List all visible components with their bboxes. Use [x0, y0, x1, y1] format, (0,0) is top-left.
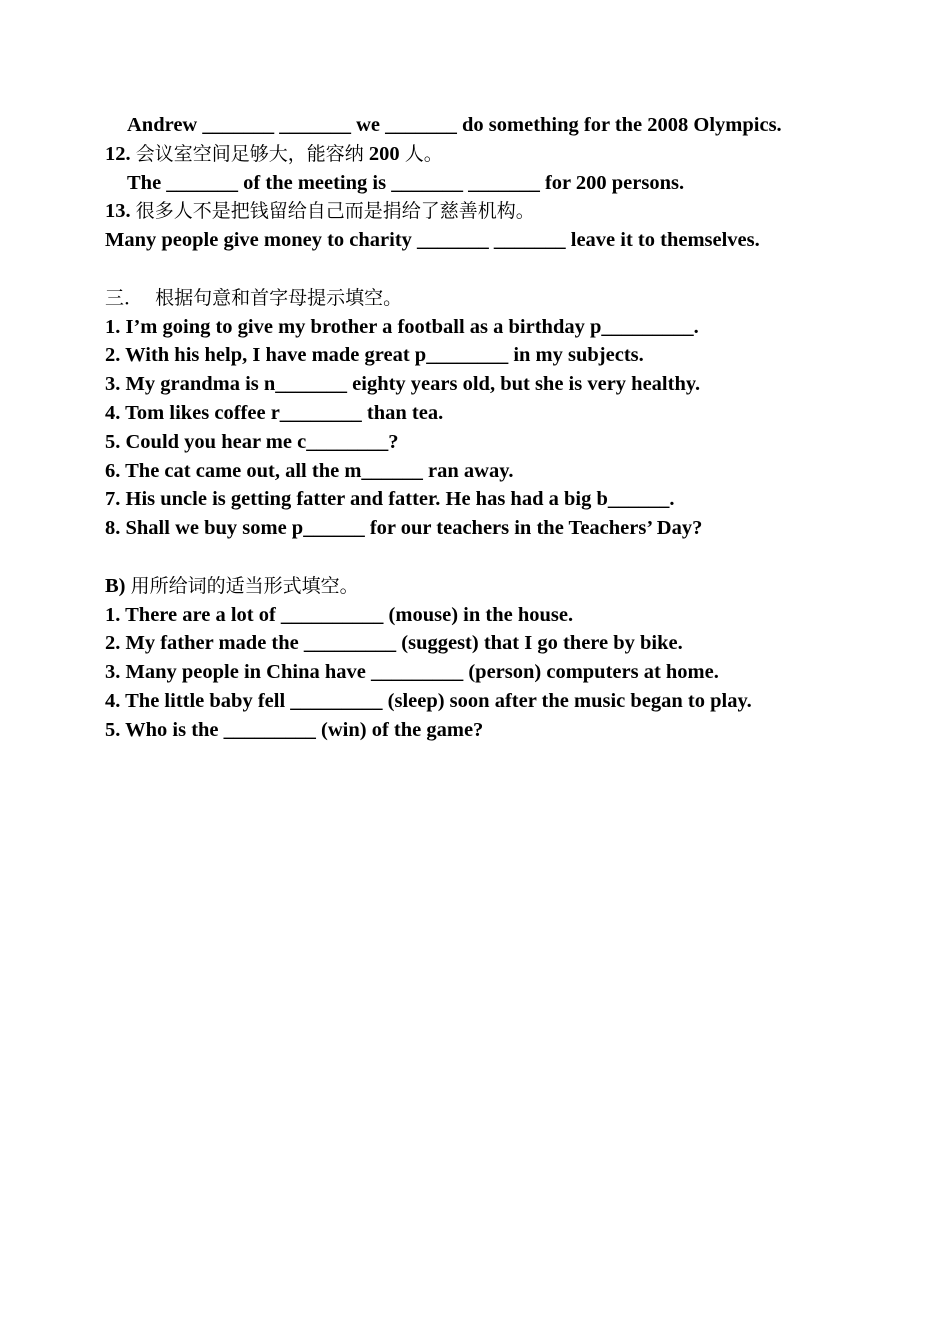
q12-chinese-text-end: 人。: [404, 142, 443, 165]
section-iii-item: 2. With his help, I have made great p________ in my subjects.: [105, 344, 644, 367]
section-b-heading-text: 用所给词的适当形式填空。: [130, 574, 359, 597]
section-b-item: 2. My father made the _________ (suggest) that I go there by bike.: [105, 632, 683, 655]
q11-english-line: Andrew _______ _______ we _______ do something for the 2008 Olympics.: [127, 114, 782, 136]
section-b-heading: [105, 572, 905, 601]
q12-chinese-text: 会议室空间足够大，能容纳: [135, 142, 364, 165]
section-b-item: 3. Many people in China have _________ (person) computers at home.: [105, 661, 719, 684]
q13-english-line: Many people give money to charity _______ _______ leave it to themselves.: [105, 229, 760, 252]
section-iii-item: 7. His uncle is getting fatter and fatter. He has had a big b______.: [105, 488, 675, 511]
q12-chinese-line: [105, 140, 905, 169]
section-iii-item: 6. The cat came out, all the m______ ran away.: [105, 459, 514, 482]
section-b-label: B): [105, 574, 131, 597]
section-iii-item: 3. My grandma is n_______ eighty years old, but she is very healthy.: [105, 373, 701, 396]
section-iii-item: 5. Could you hear me c________?: [105, 430, 399, 453]
q13-chinese-line: [105, 197, 905, 226]
section-iii-item: 8. Shall we buy some p______ for our teachers in the Teachers’ Day?: [105, 517, 703, 540]
section-iii-item: 1. I’m going to give my brother a football as a birthday p_________.: [105, 315, 699, 338]
q13-number: 13.: [105, 200, 136, 223]
q12-english-line: The _______ of the meeting is _______ _______ for 200 persons.: [127, 171, 685, 194]
section-b-item: 4. The little baby fell _________ (sleep) soon after the music began to play.: [105, 689, 752, 712]
q13-chinese-text: 很多人不是把钱留给自己而是捐给了慈善机构。: [135, 200, 535, 223]
q12-number-200: 200: [363, 142, 405, 165]
section-b-item: 5. Who is the _________ (win) of the game?: [105, 718, 484, 741]
section-spacer: [105, 543, 905, 572]
section-b-item: 1. There are a lot of __________ (mouse) in the house.: [105, 603, 574, 626]
worksheet-page: [105, 111, 905, 745]
section-iii-heading: 三． 根据句意和首字母提示填空。: [105, 286, 403, 309]
q12-number: 12.: [105, 142, 136, 165]
section-iii-item: 4. Tom likes coffee r________ than tea.: [105, 401, 444, 424]
section-spacer: [105, 255, 905, 284]
